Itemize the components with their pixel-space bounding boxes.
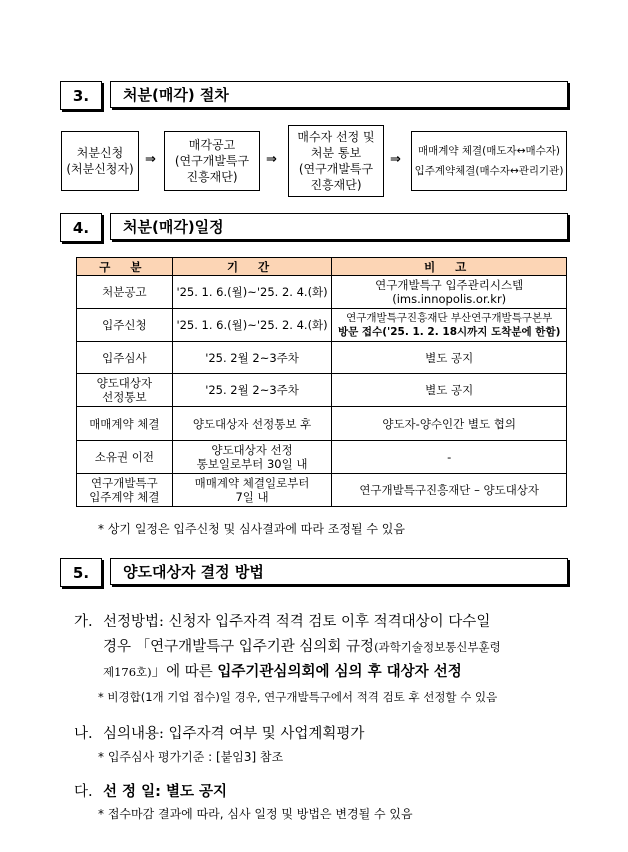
method-da-note: * 접수마감 결과에 따라, 심사 일정 및 방법은 변경될 수 있음 bbox=[98, 807, 413, 821]
method-na-note: * 입주심사 평가기준 : [붙임3] 참조 bbox=[98, 750, 284, 764]
cell-period: 양도대상자 선정통보 후 bbox=[172, 407, 332, 441]
cell-period: '25. 1. 6.(월)~'25. 2. 4.(화) bbox=[172, 309, 332, 342]
method-ga-line1: 선정방법: 신청자 입주자격 적격 검토 이후 적격대상이 다수일 bbox=[103, 614, 491, 630]
cell-period: '25. 1. 6.(월)~'25. 2. 4.(화) bbox=[172, 276, 332, 309]
section-4-title: 처분(매각)일정 bbox=[110, 213, 568, 240]
cell-remarks: 양도자-양수인간 별도 협의 bbox=[332, 407, 567, 441]
cell-category: 처분공고 bbox=[77, 276, 173, 309]
section-4-number: 4. bbox=[60, 213, 102, 242]
flow-box-apply: 처분신청 (처분신청자) bbox=[61, 131, 139, 191]
cell-category: 양도대상자 선정통보 bbox=[77, 374, 173, 407]
table-row bbox=[77, 342, 567, 374]
flow-arrow-3: ⇒ bbox=[390, 152, 401, 167]
cell-remarks: 별도 공지 bbox=[332, 342, 567, 374]
cell-category: 소유권 이전 bbox=[77, 441, 173, 474]
table-row bbox=[77, 309, 567, 342]
table-row bbox=[77, 474, 567, 507]
cell-remarks: - bbox=[332, 441, 567, 474]
section-3-number: 3. bbox=[60, 81, 102, 110]
cell-period: '25. 2월 2~3주차 bbox=[172, 342, 332, 374]
flow-arrow-2: ⇒ bbox=[266, 152, 277, 167]
method-ga-line2: 경우 「연구개발특구 입주기관 심의회 규정(과학기술정보통신부훈령 bbox=[103, 639, 501, 655]
table-row bbox=[77, 276, 567, 309]
table-row bbox=[77, 407, 567, 441]
schedule-footnote: * 상기 일정은 입주신청 및 심사결과에 따라 조정될 수 있음 bbox=[98, 522, 405, 536]
cell-remarks: 연구개발특구진흥재단 부산연구개발특구본부 방문 접수('25. 1. 2. 18시까지 도착분에 한함) bbox=[332, 309, 567, 342]
flow-arrow-1: ⇒ bbox=[145, 152, 156, 167]
method-ga-line3: 제176호)」에 따른 입주기관심의회에 심의 후 대상자 선정 bbox=[103, 664, 462, 680]
table-row bbox=[77, 441, 567, 474]
flow-box-contract: 매매계약 체결(매도자↔매수자) 입주계약체결(매수자↔관리기관) bbox=[411, 131, 567, 191]
cell-category: 연구개발특구 입주계약 체결 bbox=[77, 474, 173, 507]
cell-category: 입주신청 bbox=[77, 309, 173, 342]
cell-period: 매매계약 체결일로부터 7일 내 bbox=[172, 474, 332, 507]
cell-remarks: 연구개발특구 입주관리시스템 (ims.innopolis.or.kr) bbox=[332, 276, 567, 309]
header-category: 구 분 bbox=[77, 258, 173, 276]
method-da-text: 선 정 일: 별도 공지 bbox=[103, 784, 228, 800]
flow-box-notice: 매각공고 (연구개발특구 진흥재단) bbox=[164, 131, 260, 191]
method-na-text: 심의내용: 입주자격 여부 및 사업계획평가 bbox=[103, 726, 365, 742]
header-period: 기 간 bbox=[172, 258, 332, 276]
method-ga-note: * 비경합(1개 기업 접수)일 경우, 연구개발특구에서 적격 검토 후 선정할 수 있음 bbox=[98, 690, 498, 704]
method-na-label: 나. bbox=[74, 726, 93, 742]
schedule-table bbox=[76, 257, 567, 507]
cell-category: 입주심사 bbox=[77, 342, 173, 374]
cell-period: '25. 2월 2~3주차 bbox=[172, 374, 332, 407]
table-row bbox=[77, 374, 567, 407]
section-5-title: 양도대상자 결정 방법 bbox=[110, 558, 568, 585]
cell-remarks: 연구개발특구진흥재단 – 양도대상자 bbox=[332, 474, 567, 507]
flow-box-selection: 매수자 선정 및 처분 통보 (연구개발특구 진흥재단) bbox=[288, 125, 384, 197]
method-ga-label: 가. bbox=[74, 614, 93, 630]
section-5-number: 5. bbox=[60, 558, 102, 587]
method-da-label: 다. bbox=[74, 784, 93, 800]
header-remarks: 비 고 bbox=[332, 258, 567, 276]
cell-remarks: 별도 공지 bbox=[332, 374, 567, 407]
cell-category: 매매계약 체결 bbox=[77, 407, 173, 441]
cell-period: 양도대상자 선정 통보일로부터 30일 내 bbox=[172, 441, 332, 474]
table-header-row bbox=[77, 258, 567, 276]
section-3-title: 처분(매각) 절차 bbox=[110, 81, 568, 108]
